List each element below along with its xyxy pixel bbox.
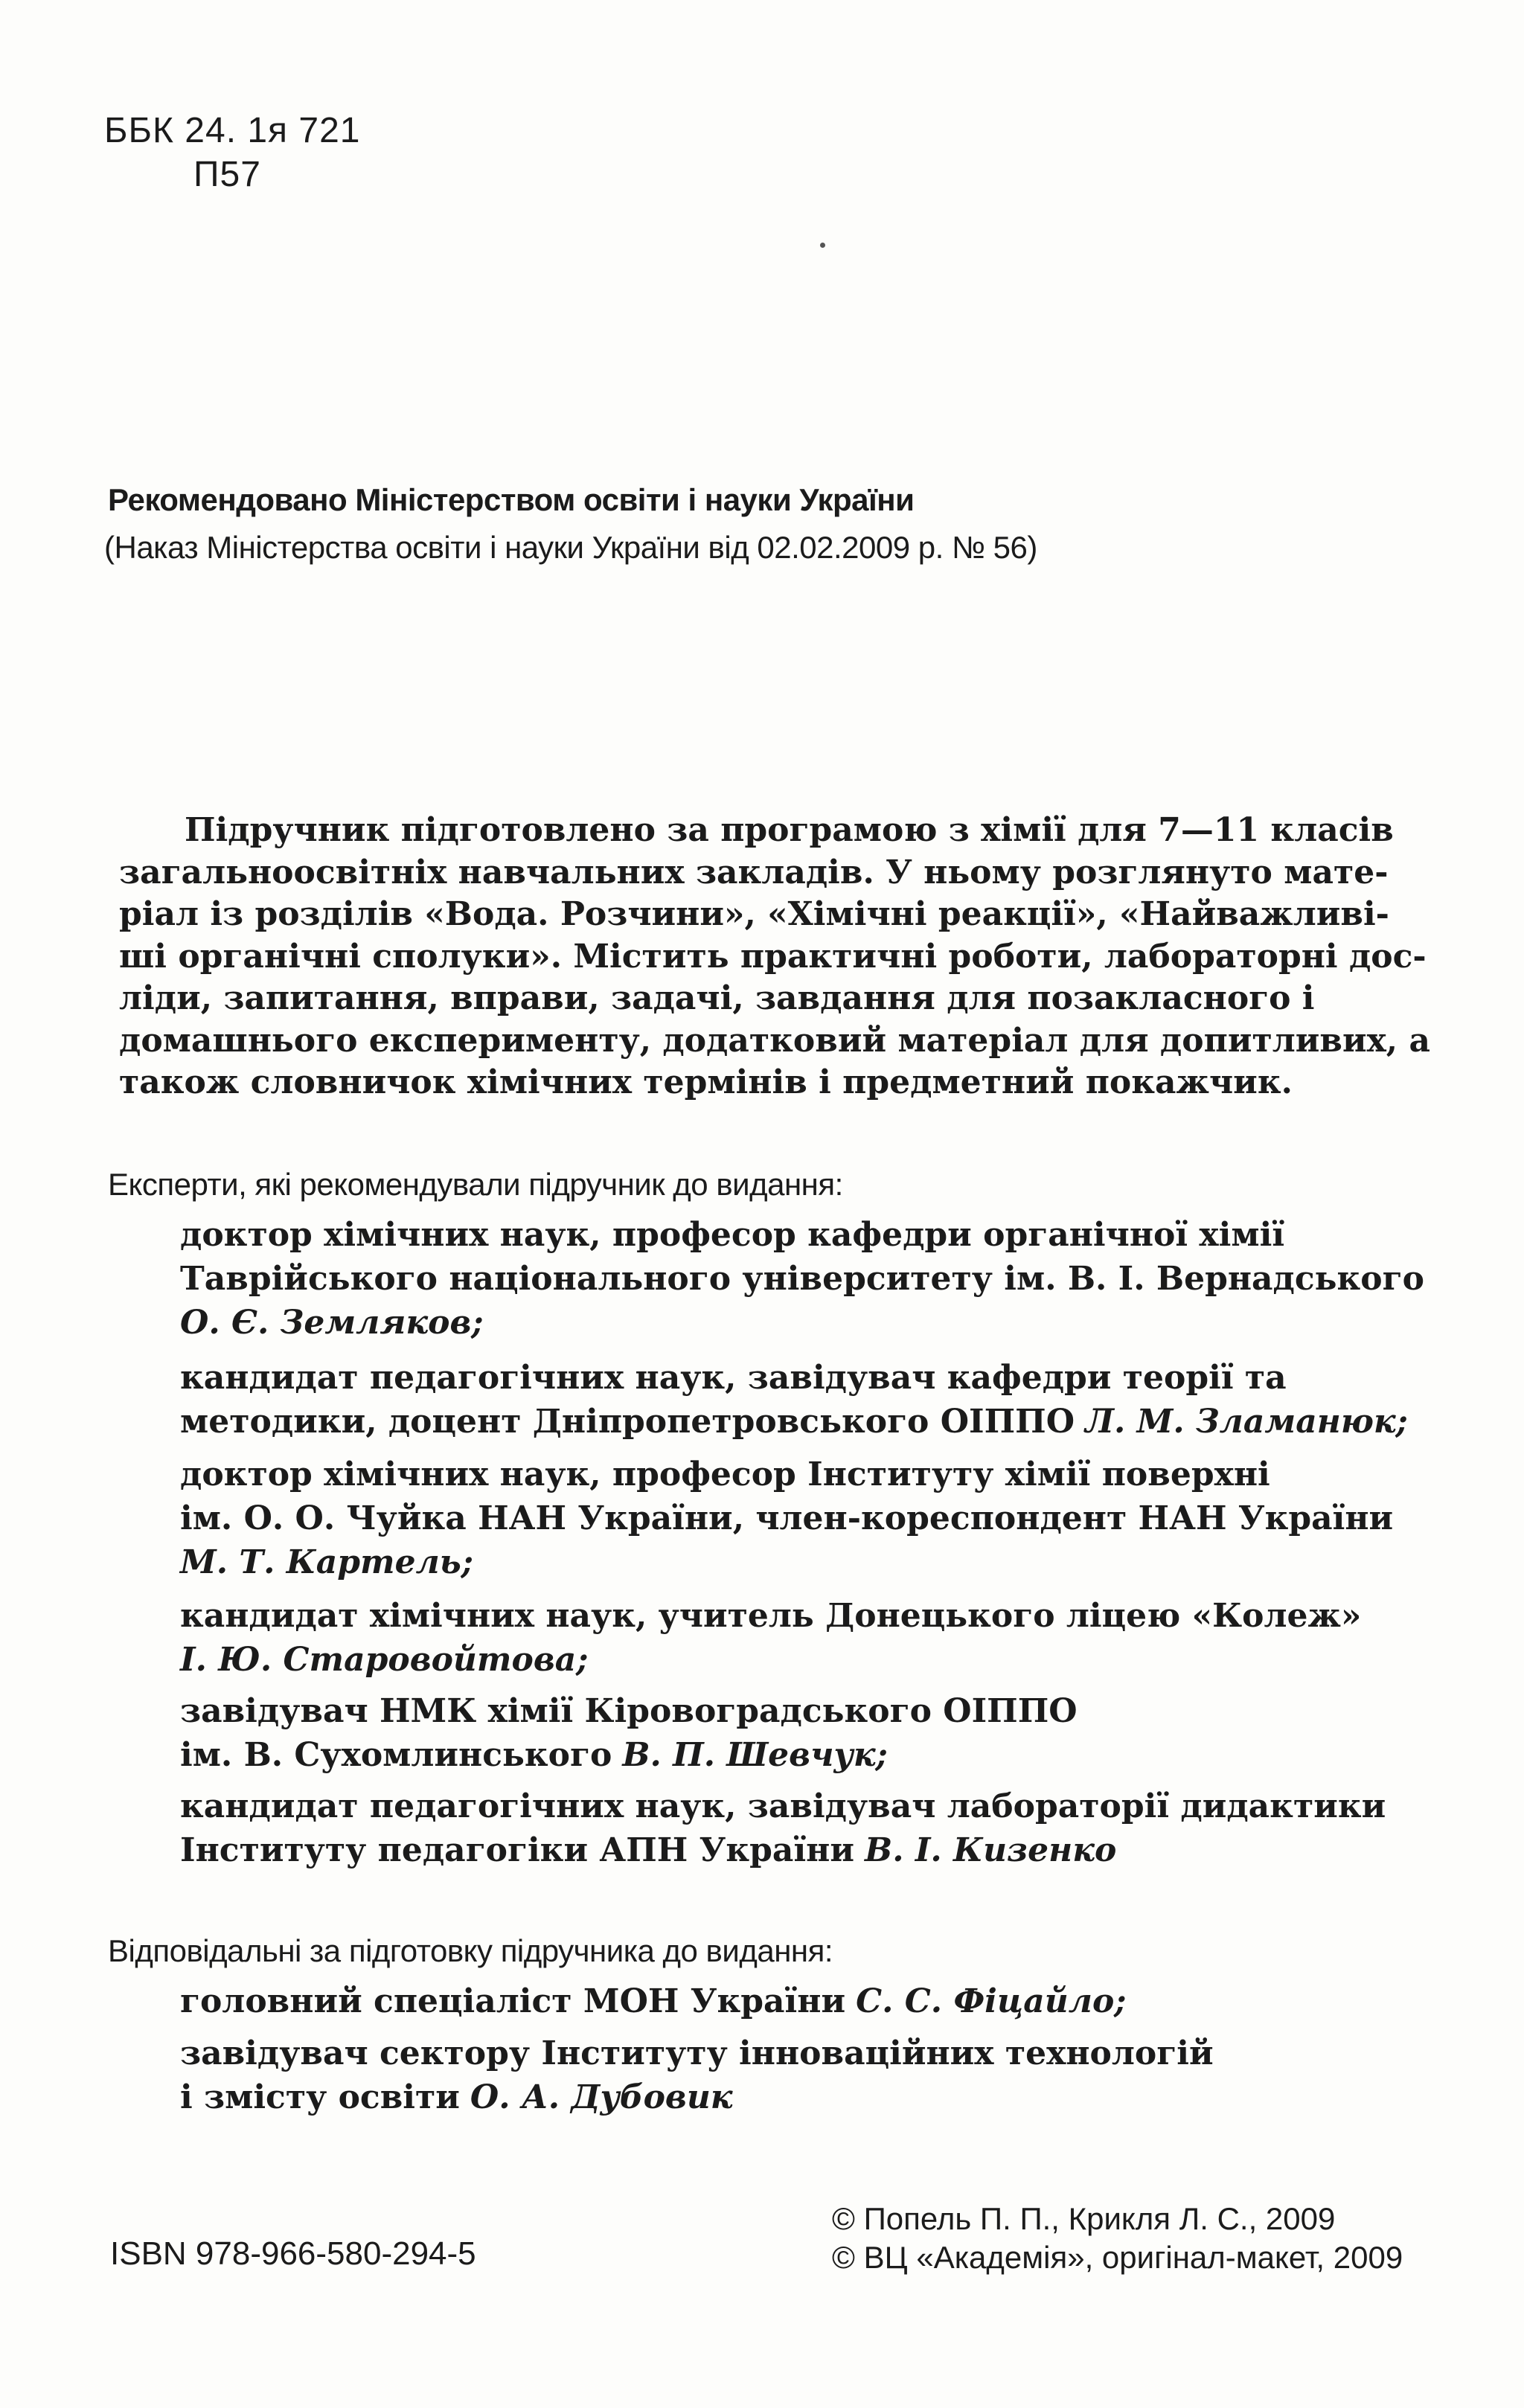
abstract-line: Підручник підготовлено за програмою з хімії для 7—11 класів bbox=[185, 811, 1394, 849]
expert-line: кандидат педагогічних наук, завідувач кафедри теорії та bbox=[180, 1359, 1287, 1397]
recommendation-order: (Наказ Міністерства освіти і науки України від 02.02.2009 р. № 56) bbox=[104, 530, 1037, 565]
expert-name: Л. М. Зламанюк; bbox=[1085, 1403, 1408, 1441]
isbn: ISBN 978-966-580-294-5 bbox=[110, 2235, 476, 2272]
expert-line: Інституту педагогіки АПН України bbox=[180, 1831, 854, 1869]
responsible-line: головний спеціаліст МОН України bbox=[180, 1982, 846, 2020]
expert-line: методики, доцент Дніпропетровського ОІППО bbox=[180, 1403, 1075, 1441]
print-speck bbox=[820, 243, 825, 248]
expert-line: кандидат хімічних наук, учитель Донецького ліцею «Колеж» bbox=[180, 1597, 1362, 1635]
expert-line: доктор хімічних наук, професор Інституту хімії поверхні bbox=[180, 1456, 1270, 1493]
expert-entry bbox=[180, 1594, 1361, 1682]
responsible-name: С. С. Фіцайло; bbox=[856, 1982, 1127, 2020]
expert-name: І. Ю. Старовойтова; bbox=[180, 1641, 589, 1679]
experts-heading: Експерти, які рекомендували підручник до видання: bbox=[108, 1167, 843, 1202]
bbk-code: ББК 24. 1я 721 bbox=[104, 111, 361, 150]
author-mark: П57 bbox=[193, 155, 261, 194]
expert-line: Таврійського національного університету ім. В. І. Вернадського bbox=[180, 1260, 1424, 1298]
abstract-line: домашнього експерименту, додатковий матеріал для допитливих, а bbox=[119, 1021, 1430, 1060]
copyright-authors: © Попель П. П., Крикля Л. С., 2009 bbox=[832, 2201, 1336, 2236]
expert-entry bbox=[180, 1689, 1078, 1777]
responsible-name: О. А. Дубовик bbox=[470, 2078, 733, 2116]
expert-entry bbox=[180, 1453, 1393, 1584]
recommendation-title: Рекомендовано Міністерством освіти і науки України bbox=[108, 482, 915, 517]
expert-line: кандидат педагогічних наук, завідувач лабораторії дидактики bbox=[180, 1787, 1386, 1825]
abstract-line: ліди, запитання, вправи, задачі, завдання для позакласного і bbox=[119, 979, 1315, 1017]
responsible-line: і змісту освіти bbox=[180, 2078, 460, 2116]
expert-name: М. Т. Картель; bbox=[180, 1543, 474, 1581]
abstract-line: загальноосвітніх навчальних закладів. У ньому розглянуто мате- bbox=[119, 853, 1389, 891]
expert-name: В. П. Шевчук; bbox=[622, 1736, 888, 1774]
expert-line: доктор хімічних наук, професор кафедри органічної хімії bbox=[180, 1216, 1285, 1254]
expert-name: О. Є. Земляков; bbox=[180, 1304, 484, 1342]
abstract bbox=[119, 810, 1430, 1104]
abstract-line: ші органічні сполуки». Містить практичні роботи, лабораторні дос- bbox=[119, 937, 1427, 976]
expert-entry bbox=[180, 1213, 1424, 1345]
responsible-heading: Відповідальні за підготовку підручника до видання: bbox=[108, 1933, 833, 1968]
copyright-publisher: © ВЦ «Академія», оригінал-макет, 2009 bbox=[832, 2240, 1403, 2275]
expert-entry bbox=[180, 1784, 1386, 1872]
responsible-line: завідувач сектору Інституту інноваційних технологій bbox=[180, 2034, 1214, 2072]
expert-line: ім. В. Сухомлинського bbox=[180, 1736, 612, 1774]
abstract-line: ріал із розділів «Вода. Розчини», «Хімічні реакції», «Найважливі- bbox=[119, 895, 1389, 933]
responsible-entry bbox=[180, 1979, 1127, 2023]
abstract-line: також словничок хімічних термінів і предметний покажчик. bbox=[119, 1063, 1293, 1101]
expert-line: завідувач НМК хімії Кіровоградського ОІППО bbox=[180, 1692, 1078, 1730]
expert-line: ім. О. О. Чуйка НАН України, член-кореспондент НАН України bbox=[180, 1499, 1394, 1537]
responsible-entry bbox=[180, 2031, 1214, 2119]
expert-entry bbox=[180, 1356, 1408, 1444]
expert-name: В. І. Кизенко bbox=[865, 1831, 1117, 1869]
